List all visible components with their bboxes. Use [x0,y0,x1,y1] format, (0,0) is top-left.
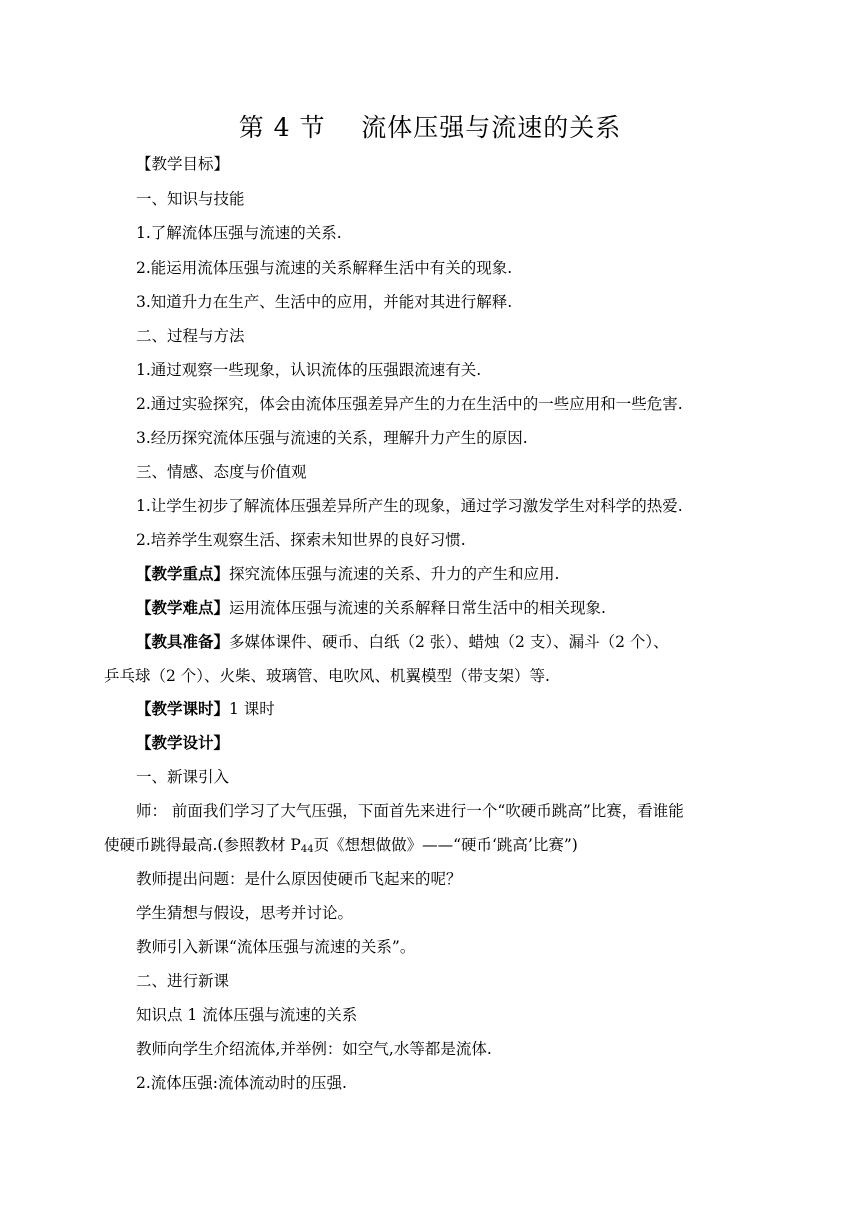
list-item: 2.通过实验探究，体会由流体压强差异产生的力在生活中的一些应用和一些危害. [136,395,683,413]
section-heading: 三、情感、态度与价值观 [136,463,307,481]
list-item: 3.经历探究流体压强与流速的关系，理解升力产生的原因. [136,429,528,447]
paragraph-line [104,833,578,855]
list-item: 1.了解流体压强与流速的关系. [136,224,342,242]
list-item: 2.流体压强:流体流动时的压强. [136,1074,347,1092]
page-title: 第 4 节 流体压强与流速的关系 [238,113,622,142]
class-hours-text: 1 课时 [229,700,275,718]
teaching-aids-line [136,630,669,652]
section-heading: 一、知识与技能 [136,190,245,208]
teaching-aids-label: 【教具准备】 [136,632,230,651]
section-heading: 一、新课引入 [136,768,230,786]
heading-teaching-design: 【教学设计】 [136,733,230,752]
list-item: 1.让学生初步了解流体压强差异所产生的现象，通过学习激发学生对科学的热爱. [136,497,683,515]
class-hours-line [136,697,275,719]
paragraph-line: 教师提出问题：是什么原因使硬币飞起来的呢？ [136,870,462,888]
difficult-points-text: 运用流体压强与流速的关系解释日常生活中的相关现象. [229,599,606,617]
list-item: 2.培养学生观察生活、探索未知世界的良好习惯. [136,531,466,549]
key-points-label: 【教学重点】 [136,564,230,583]
key-points-text: 探究流体压强与流速的关系、升力的产生和应用. [229,565,560,583]
list-item: 3.知道升力在生产、生活中的应用，并能对其进行解释. [136,293,513,311]
knowledge-point-heading: 知识点 1 流体压强与流速的关系 [136,1006,358,1024]
paragraph-line: 师： 前面我们学习了大气压强，下面首先来进行一个“吹硬币跳高”比赛，看谁能 [136,802,684,820]
heading-teaching-objectives: 【教学目标】 [136,155,230,173]
list-item: 1.通过观察一些现象，认识流体的压强跟流速有关. [136,361,482,379]
section-heading: 二、进行新课 [136,972,230,990]
section-heading: 二、过程与方法 [136,327,245,345]
teaching-aids-text: 多媒体课件、硬币、白纸（2 张）、蜡烛（2 支）、漏斗（2 个）、 [229,633,669,651]
paragraph-line: 教师向学生介绍流体,并举例：如空气,水等都是流体. [136,1040,492,1058]
difficult-points-line [136,596,606,618]
difficult-points-label: 【教学难点】 [136,598,230,617]
paragraph-text: 页《想想做做》——“硬币‘跳高’比赛”) [313,836,578,854]
key-points-line [136,562,559,584]
paragraph-line: 学生猜想与假设，思考并讨论。 [136,904,354,922]
class-hours-label: 【教学课时】 [136,699,230,718]
paragraph-line: 教师引入新课“流体压强与流速的关系”。 [136,938,416,956]
list-item: 2.能运用流体压强与流速的关系解释生活中有关的现象. [136,259,513,277]
paragraph-text: 使硬币跳得最高.(参照教材 P [104,836,301,854]
teaching-aids-continued: 乒乓球（2 个）、火柴、玻璃管、电吹风、机翼模型（带支架）等. [104,667,550,685]
page-subscript: 44 [300,844,314,855]
